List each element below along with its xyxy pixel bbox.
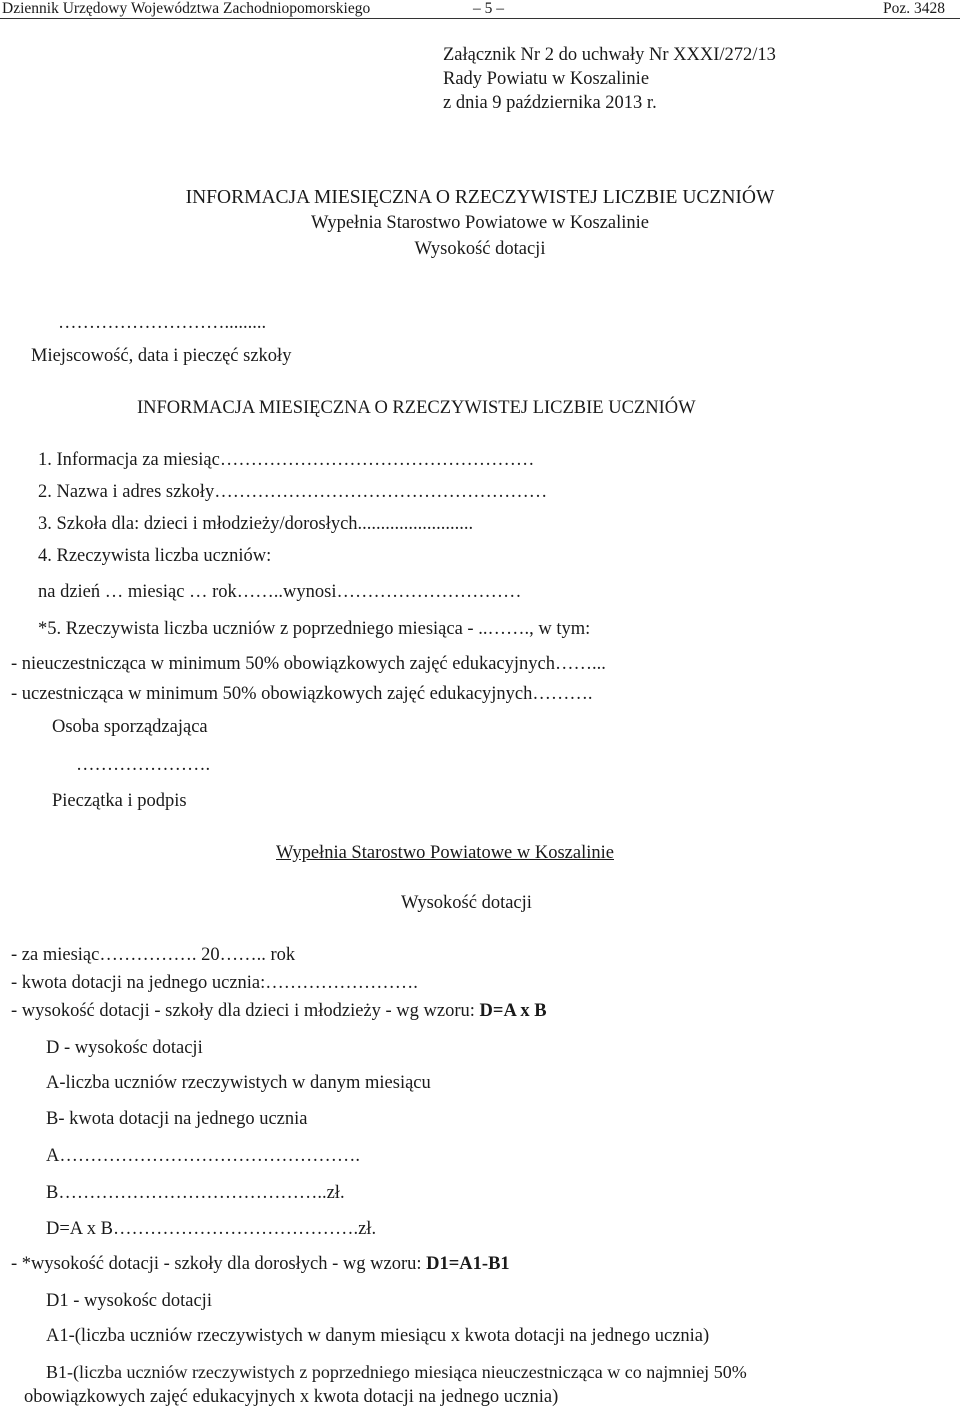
person-label: Osoba sporządzająca xyxy=(52,717,208,737)
formula-youth-text: - wysokość dotacji - szkoły dla dzieci i młodzieży - wg wzoru: xyxy=(11,1001,480,1021)
annex-line-2: Rady Powiatu w Koszalinie xyxy=(443,69,650,89)
form-heading: INFORMACJA MIESIĘCZNA O RZECZYWISTEJ LICZBIE UCZNIÓW xyxy=(137,398,696,418)
starostwo-subheading: Wysokość dotacji xyxy=(401,893,532,913)
form-item-month: 1. Informacja za miesiąc…………………………………………… xyxy=(38,450,535,470)
header-position: Poz. 3428 xyxy=(883,0,945,17)
definition-a1: A1-(liczba uczniów rzeczywistych w danym miesiącu x kwota dotacji na jednego ucznia) xyxy=(46,1326,710,1346)
document-title: INFORMACJA MIESIĘCZNA O RZECZYWISTEJ LICZBIE UCZNIÓW xyxy=(185,187,775,208)
annex-line-3: z dnia 9 października 2013 r. xyxy=(443,93,657,113)
value-a-line: A…………………………………………. xyxy=(46,1146,360,1166)
form-item-student-count: 4. Rzeczywista liczba uczniów: xyxy=(38,546,272,566)
subsidy-amount-per-student: - kwota dotacji na jednego ucznia:……………………. xyxy=(11,973,418,993)
value-b-line: B……………………………………..zł. xyxy=(46,1183,345,1203)
starostwo-heading: Wypełnia Starostwo Powiatowe w Koszalinie xyxy=(276,843,614,863)
form-line-participating: - uczestnicząca w minimum 50% obowiązkowych zajęć edukacyjnych………. xyxy=(11,684,593,704)
stamp-signature-label: Pieczątka i podpis xyxy=(52,791,187,811)
value-d-line: D=A x B………………………………….zł. xyxy=(46,1219,377,1239)
document-subtitle: Wypełnia Starostwo Powiatowe w Koszalinie xyxy=(311,213,649,233)
header-rule xyxy=(0,18,960,19)
formula-adults-text: - *wysokość dotacji - szkoły dla dorosłych - wg wzoru: xyxy=(11,1254,427,1274)
definition-b1-line-2: obowiązkowych zajęć edukacyjnych x kwota dotacji na jednego ucznia) xyxy=(24,1387,559,1407)
document-subtitle-2: Wysokość dotacji xyxy=(414,239,546,259)
form-item-student-count-detail: na dzień … miesiąc … rok……..wynosi………………………… xyxy=(38,582,522,602)
place-label: Miejscowość, data i pieczęć szkoły xyxy=(31,346,292,366)
formula-youth xyxy=(11,1000,547,1022)
definition-a: A-liczba uczniów rzeczywistych w danym miesiącu xyxy=(46,1073,431,1093)
person-dots: …………………. xyxy=(76,755,211,775)
definition-b: B- kwota dotacji na jednego ucznia xyxy=(46,1109,308,1129)
formula-adults-equation: D1=A1-B1 xyxy=(426,1254,510,1274)
definition-b1-line-1: B1-(liczba uczniów rzeczywistych z poprzedniego miesiąca nieuczestnicząca w co najmniej 50% xyxy=(46,1362,747,1382)
form-item-previous-month: *5. Rzeczywista liczba uczniów z poprzedniego miesiąca - ..……., w tym: xyxy=(38,619,591,639)
formula-adults xyxy=(11,1253,510,1275)
annex-line-1: Załącznik Nr 2 do uchwały Nr XXXI/272/13 xyxy=(443,45,776,65)
form-line-nonparticipating: - nieuczestnicząca w minimum 50% obowiązkowych zajęć edukacyjnych……... xyxy=(11,654,606,674)
definition-d: D - wysokośc dotacji xyxy=(46,1038,203,1058)
form-item-school-type: 3. Szkoła dla: dzieci i młodzieży/dorosłych......................... xyxy=(38,514,474,534)
header-page-number: – 5 – xyxy=(473,0,504,17)
formula-youth-equation: D=A x B xyxy=(479,1001,547,1021)
definition-d1: D1 - wysokośc dotacji xyxy=(46,1291,212,1311)
form-item-school-address: 2. Nazwa i adres szkoły……………………………………………… xyxy=(38,482,548,502)
header-publication: Dziennik Urzędowy Województwa Zachodniopomorskiego xyxy=(2,0,371,17)
subsidy-month: - za miesiąc……………. 20…….. rok xyxy=(11,945,296,965)
place-dots: ………………………......... xyxy=(58,313,267,333)
